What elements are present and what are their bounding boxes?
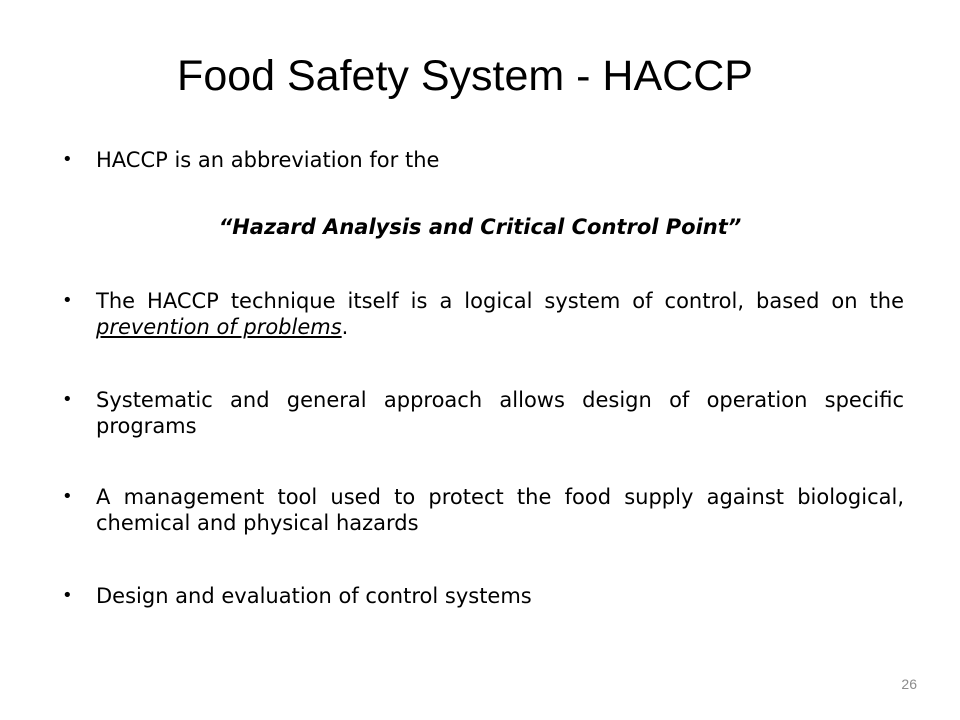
bullet-item <box>62 484 904 536</box>
bullet-dot-icon: • <box>62 149 73 170</box>
bullet-text-lead: The HACCP technique itself is a logical system of control, based on the <box>96 289 904 313</box>
bullet-text: Design and evaluation of control systems <box>96 584 532 608</box>
bullet-dot-icon: • <box>62 290 73 311</box>
bullet-item <box>62 583 904 609</box>
bullet-item <box>62 387 904 439</box>
bullet-item <box>62 288 904 340</box>
slide-title: Food Safety System - HACCP <box>177 52 753 100</box>
bullet-text <box>96 288 904 340</box>
bullet-dot-icon: • <box>62 389 73 410</box>
bullet-item <box>62 147 904 173</box>
bullet-text: A management tool used to protect the food supply against biological, chemical and physical hazards <box>96 485 904 535</box>
bullet-text: HACCP is an abbreviation for the <box>96 148 440 172</box>
bullet-dot-icon: • <box>62 486 73 507</box>
bullet-dot-icon: • <box>62 585 73 606</box>
emphasized-phrase: prevention of problems <box>96 315 342 339</box>
haccp-definition: “Hazard Analysis and Critical Control Point” <box>218 215 742 239</box>
page-number: 26 <box>901 676 917 692</box>
bullet-text: Systematic and general approach allows design of operation specific programs <box>96 388 904 438</box>
bullet-text-trail: . <box>341 315 349 339</box>
